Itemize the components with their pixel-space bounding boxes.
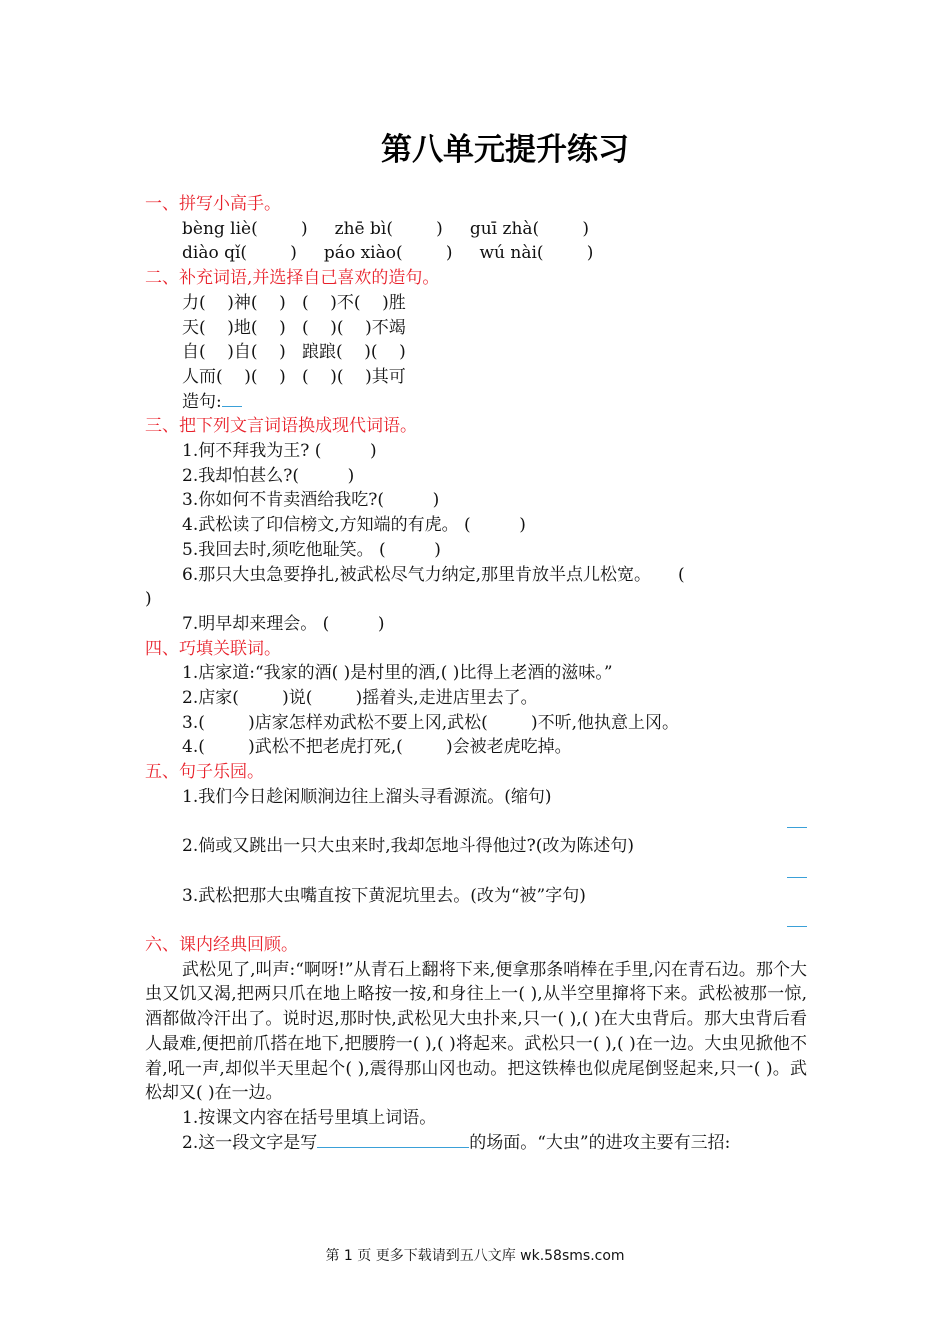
- sentence-item-1: 1.我们今日趁闲顺涧边往上溜头寻看源流。(缩句): [182, 786, 552, 807]
- conjunction-item-1: 1.店家道:“我家的酒( )是村里的酒,( )比得上老酒的滋味。”: [182, 663, 613, 684]
- sentence-line: [145, 390, 807, 415]
- sentence-blank[interactable]: [222, 390, 242, 407]
- classical-item-5: 5.我回去时,须吃他耻笑。 ( ): [182, 539, 441, 560]
- answer-line-3[interactable]: [145, 908, 807, 933]
- section-heading-1: 一、拼写小高手。: [145, 194, 281, 214]
- page-title: 第八单元提升练习: [381, 132, 629, 168]
- sentence-item-3: 3.武松把那大虫嘴直按下黄泥坑里去。(改为“被”字句): [182, 885, 586, 906]
- section-heading-4: 四、巧填关联词。: [145, 638, 281, 659]
- conjunction-item-4: 4.( )武松不把老虎打死,( )会被老虎吃掉。: [182, 737, 572, 758]
- answer-line-1[interactable]: [145, 810, 807, 835]
- classical-item-3: 3.你如何不肯卖酒给我吃?( ): [182, 490, 440, 511]
- classical-item-6-close: ): [145, 589, 152, 610]
- pinyin-line-1: bèng liè( ) zhē bì( ) guī zhà( ): [182, 218, 590, 239]
- passage-question-1: 1.按课文内容在括号里填上词语。: [182, 1107, 437, 1128]
- passage-question-2-after: 的场面。“大虫”的进攻主要有三招:: [469, 1132, 731, 1153]
- classical-item-2: 2.我却怕甚么?( ): [182, 465, 355, 486]
- passage-question-2: [145, 1131, 807, 1156]
- classical-item-4: 4.武松读了印信榜文,方知端的有虎。 ( ): [182, 515, 526, 536]
- idiom-line-3: 自( )自( ) 踉踉( )( ): [182, 342, 406, 363]
- scene-blank[interactable]: [317, 1131, 469, 1148]
- section-heading-5: 五、句子乐园。: [145, 762, 264, 783]
- idiom-line-4: 人而( )( ) ( )( )其可: [182, 366, 406, 387]
- worksheet-body: [145, 192, 807, 1155]
- classical-item-1: 1.何不拜我为王? ( ): [182, 441, 377, 462]
- section-heading-3: 三、把下列文言词语换成现代词语。: [145, 416, 417, 437]
- conjunction-item-3: 3.( )店家怎样劝武松不要上冈,武松( )不听,他执意上冈。: [182, 712, 680, 733]
- sentence-label: 造句:: [182, 391, 222, 412]
- passage-paragraph: 武松见了,叫声:“啊呀!”从青石上翻将下来,便拿那条哨棒在手里,闪在青石边。那个大虫又饥又渴,把两只爪在地上略按一按,和身往上一( ),从半空里撺将下来。武松被那一惊,酒都做冷汗出了。说时迟,那时快,武松见大虫扑来,只一( ),( )在大虫背后。那大虫背后看人最难,便把前爪搭在地下,把腰胯一( ),( )将起来。武松只一( ),( )在一边。大虫见掀他不着,吼一声,却似半天里起个( ),震得那山冈也动。把这铁棒也似虎尾倒竖起来,只一( )。武松却又( )在一边。: [145, 959, 807, 1104]
- answer-line-2[interactable]: [145, 859, 807, 884]
- sentence-item-2: 2.倘或又跳出一只大虫来时,我却怎地斗得他过?(改为陈述句): [182, 836, 635, 857]
- classical-item-7: 7.明早却来理会。 ( ): [182, 613, 385, 634]
- section-heading-2: 二、补充词语,并选择自己喜欢的造句。: [145, 268, 440, 289]
- classical-item-6: 6.那只大虫急要挣扎,被武松尽气力纳定,那里肯放半点儿松宽。 (: [182, 564, 685, 585]
- page-footer: 第 1 页 更多下载请到五八文库 wk.58sms.com: [325, 1248, 625, 1264]
- idiom-line-2: 天( )地( ) ( )( )不竭: [182, 317, 406, 338]
- section-heading-6: 六、课内经典回顾。: [145, 935, 298, 956]
- idiom-line-1: 力( )神( ) ( )不( )胜: [182, 292, 406, 313]
- passage-question-2-before: 2.这一段文字是写: [182, 1132, 318, 1153]
- pinyin-line-2: diào qǐ( ) páo xiào( ) wú nài( ): [182, 243, 594, 264]
- conjunction-item-2: 2.店家( )说( )摇着头,走进店里去了。: [182, 688, 538, 709]
